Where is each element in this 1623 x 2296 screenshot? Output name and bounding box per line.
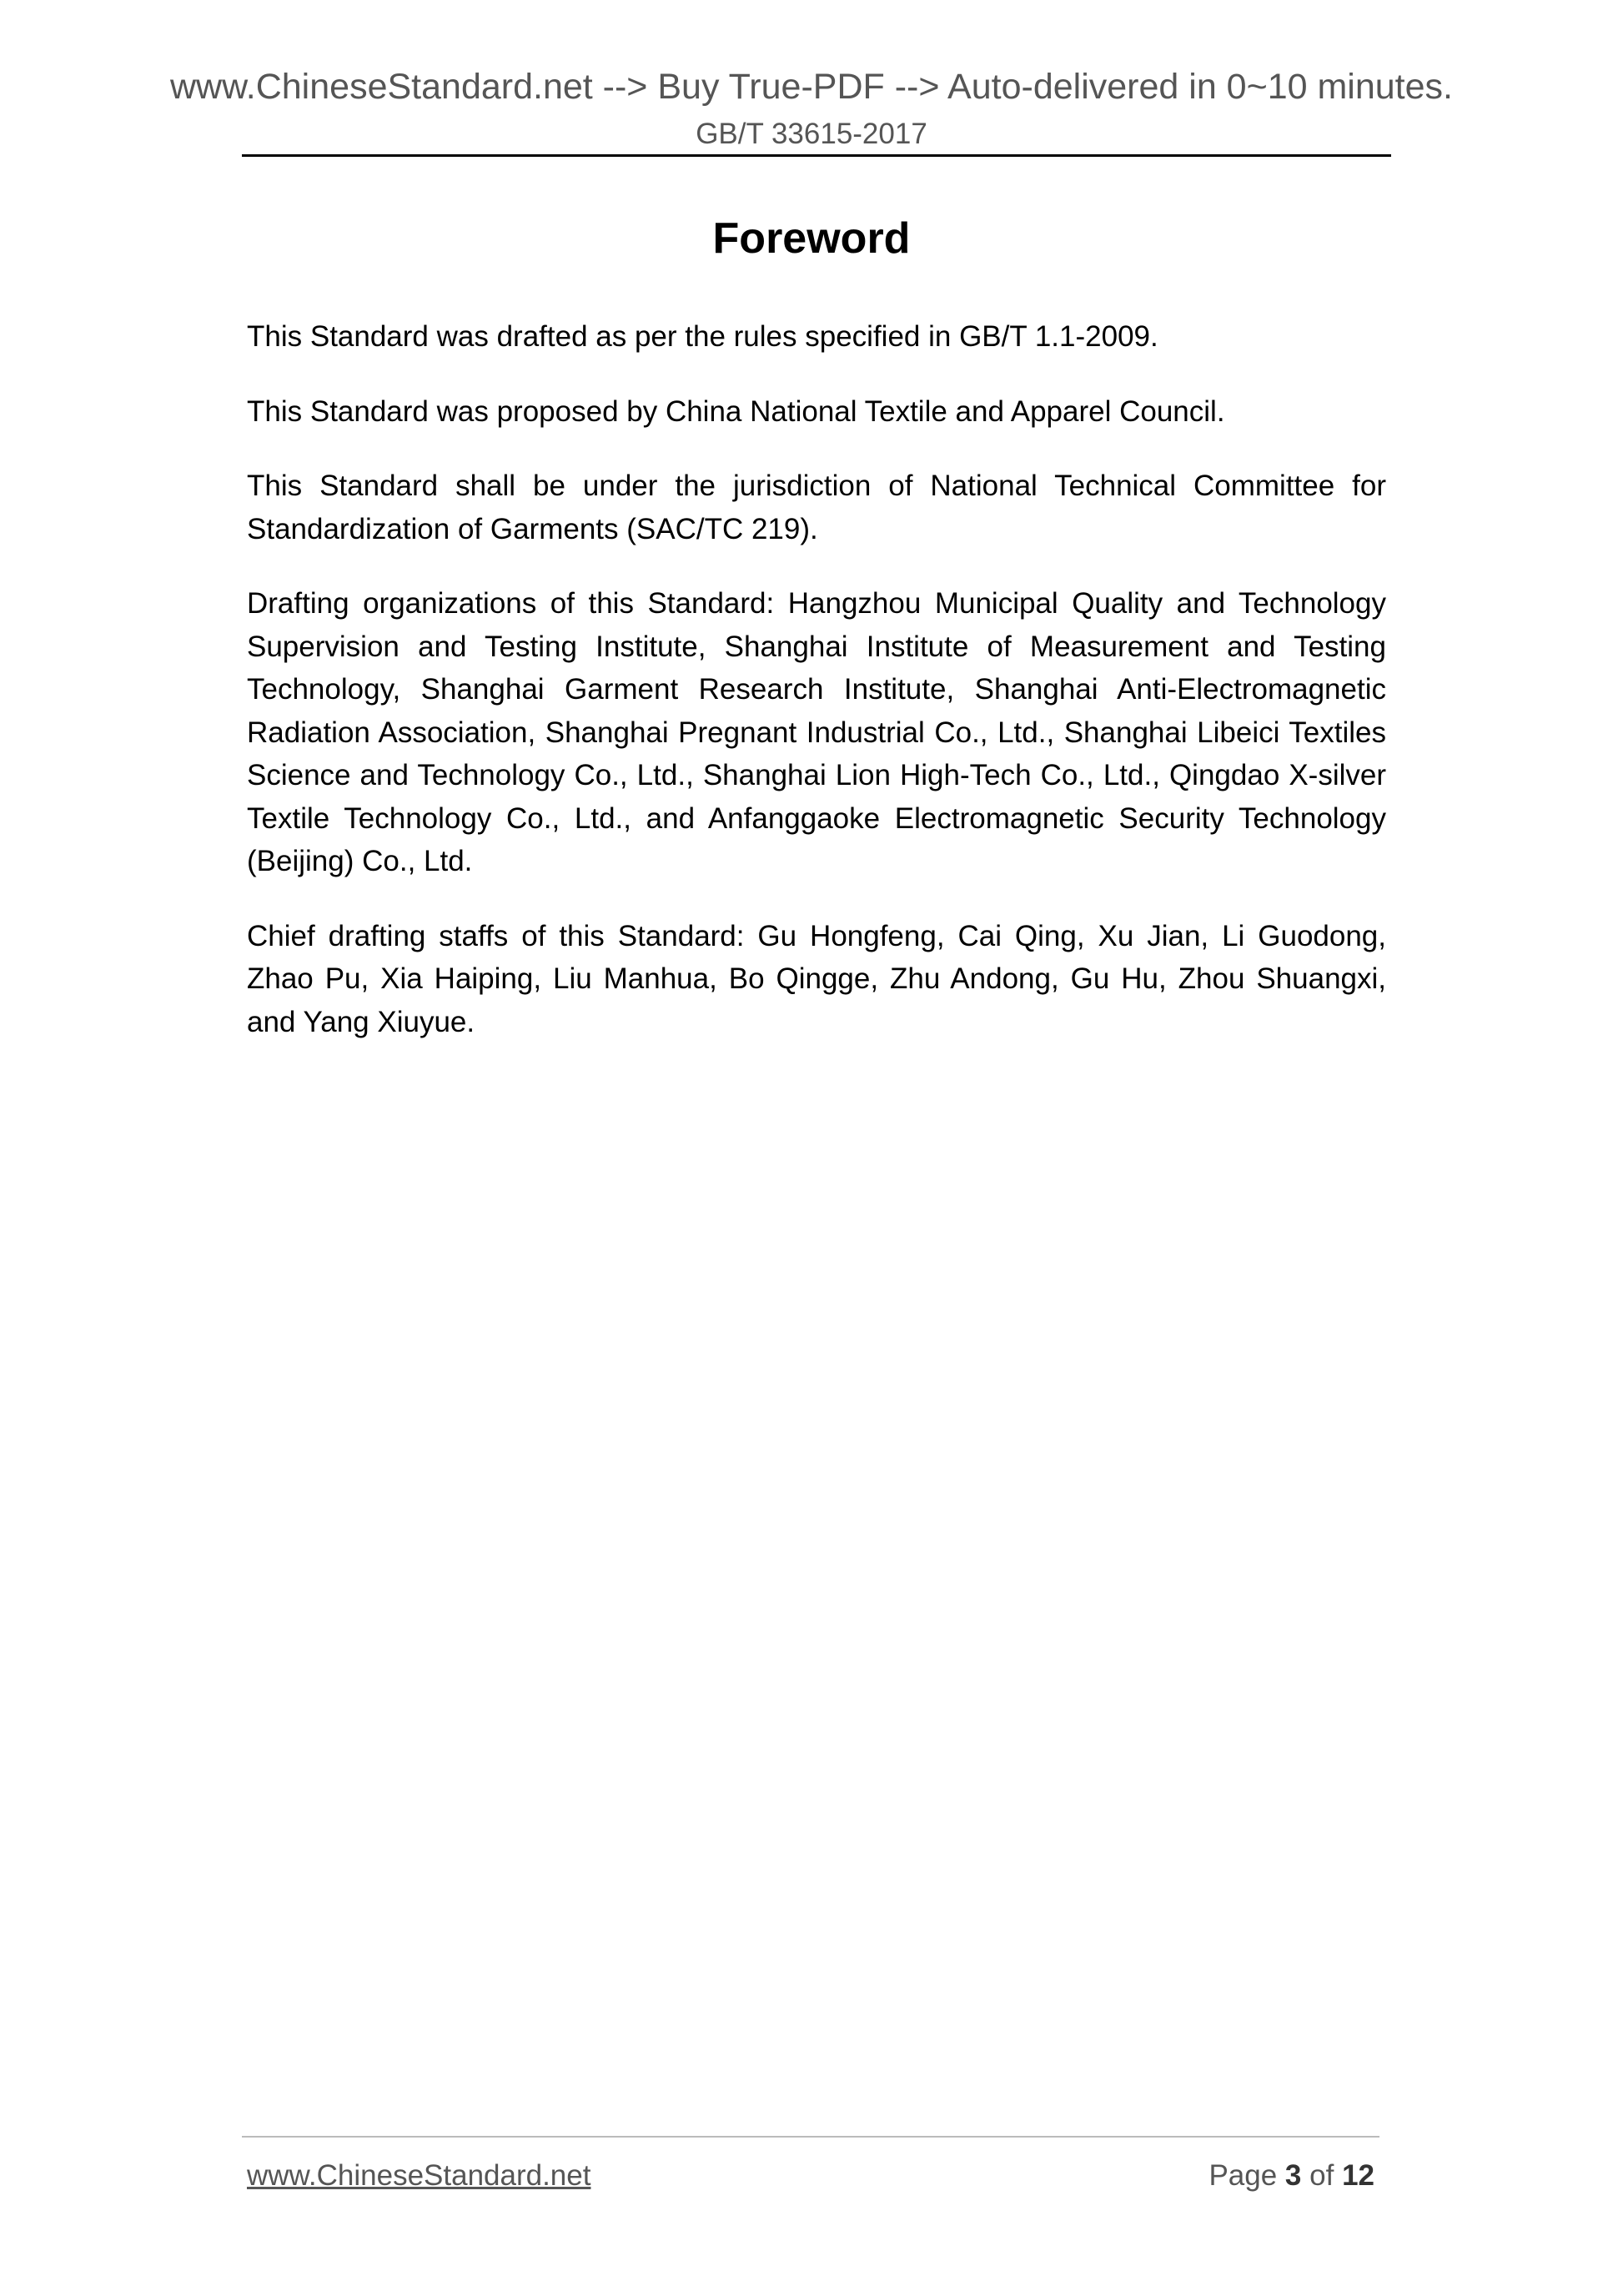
header-divider: [242, 154, 1391, 157]
paragraph-drafting-rules: This Standard was drafted as per the rules specified in GB/T 1.1-2009.: [247, 320, 1158, 353]
page-of: of: [1309, 2159, 1334, 2192]
paragraph-proposer: This Standard was proposed by China National Textile and Apparel Council.: [247, 394, 1225, 428]
page-title: Foreword: [712, 214, 911, 263]
page-number: [1208, 2158, 1374, 2193]
paragraph-drafting-staff: Chief drafting staffs of this Standard: Gu Hongfeng, Cai Qing, Xu Jian, Li Guodong, Zhao Pu, Xia Haiping, Liu Manhua, Bo Qingge, Zhu Andong, Gu Hu, Zhou Shuangxi, and Yang Xiuyue.: [247, 919, 1386, 1038]
foreword-body: [247, 315, 1386, 1075]
page-current: 3: [1284, 2159, 1302, 2192]
paragraph-jurisdiction: This Standard shall be under the jurisdiction of National Technical Committee for Standardization of Garments (SAC/TC 219).: [247, 470, 1386, 545]
page-total: 12: [1342, 2159, 1374, 2192]
footer-divider: [242, 2136, 1379, 2138]
page-prefix: Page: [1208, 2159, 1278, 2192]
footer-site-link[interactable]: www.ChineseStandard.net: [247, 2159, 591, 2192]
standard-code: GB/T 33615-2017: [696, 118, 927, 150]
paragraph-drafting-organizations: Drafting organizations of this Standard: Hangzhou Municipal Quality and Technology Supervision and Testing Institute, Shanghai Institute of Measurement and Testing Technology, Shanghai Garment Research Institute, Shanghai Anti-Electromagnetic Radiation Association, Shanghai Pregnant Industrial Co., Ltd., Shanghai Libeici Textiles Science and Technology Co., Ltd., Shanghai Lion High-Tech Co., Ltd., Qingdao X-silver Textile Technology Co., Ltd., and Anfanggaoke Electromagnetic Security Technology (Beijing) Co., Ltd.: [247, 587, 1386, 877]
header-banner: www.ChineseStandard.net --> Buy True-PDF --> Auto-delivered in 0~10 minutes.: [169, 67, 1453, 107]
